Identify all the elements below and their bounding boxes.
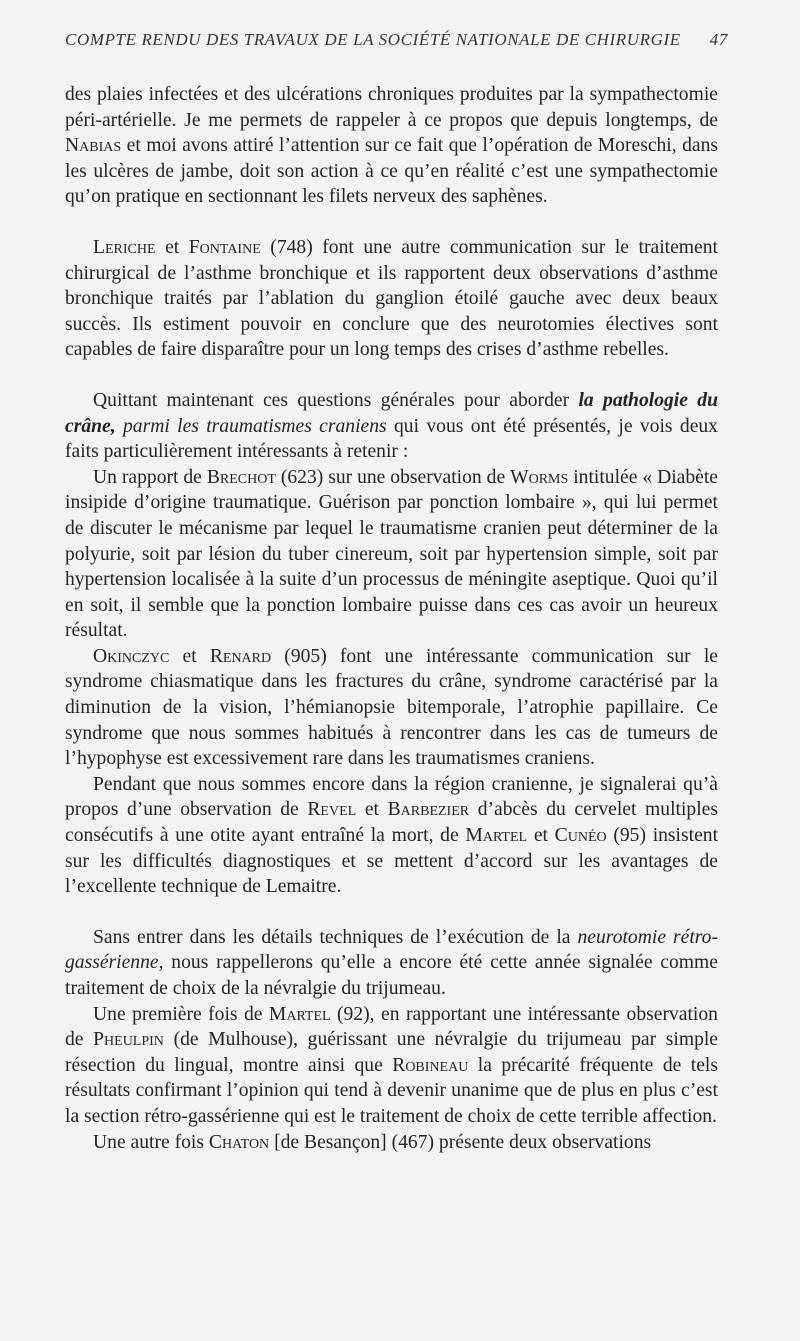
emphasis-bold: la pathologie du crâne, xyxy=(65,389,718,437)
body-text xyxy=(65,82,718,1155)
author-name: Renard xyxy=(209,645,272,667)
paragraph-5: Okinczyc et Renard (905) font une intéressante communication sur le syndrome chiasmatique dans les fractures du crâne, syndrome caractérisé par la diminution de la vision, l’hémianopsie bitemporale, l’atrophie papillaire. Ce syndrome que nous sommes habitués à rencontrer dans les cas de tumeurs de l’hypophyse est excessivement rare dans les traumatismes craniens. xyxy=(65,645,718,770)
author-name: Martel xyxy=(268,1003,331,1025)
paragraph-8: Une première fois de Martel (92), en rapportant une intéressante observation de Pheulpin (de Mulhouse), guérissant une névralgie du trijumeau par simple résection du lingual, montre ainsi que Robineau la précarité fréquente de tels résultats confirmant l’opinion qui tend à devenir unanime que de plus en plus c’est la section rétro-gassérienne qui est le traitement de choix de cette terrible affection. xyxy=(65,1003,719,1127)
author-name: Leriche xyxy=(93,236,156,258)
paragraph-4: Un rapport de Brechot (623) sur une observation de Worms intitulée « Diabète insipide d’origine traumatique. Guérison par ponction lombaire », qui lui permet de discuter le mécanisme par lequel le traumatisme cranien peut déterminer de la polyurie, soit par lésion du tuber cinereum, soit par hypertension simple, soit par hypertension localisée à la suite d’un processus de méningite aseptique. Quoi qu’il en soit, il semble que la ponction lombaire puisse dans ces cas avoir un heureux résultat. xyxy=(65,466,719,642)
author-name: Chaton xyxy=(208,1131,270,1153)
paragraph-7: Sans entrer dans les détails techniques de l’exécution de la neurotomie rétro-gassérienne, nous rappellerons qu’elle a encore été cette année signalée comme traitement de choix de la névralgie du trijumeau. xyxy=(65,926,718,999)
page-number: 47 xyxy=(709,30,728,49)
running-header xyxy=(65,30,728,50)
author-name: Nabias xyxy=(65,135,122,157)
author-name: Martel xyxy=(465,825,528,847)
author-name: Fontaine xyxy=(188,236,261,258)
author-name: Robineau xyxy=(392,1054,469,1076)
paragraph-9: Une autre fois Chaton [de Besançon] (467) présente deux observations xyxy=(93,1131,652,1153)
author-name: Revel xyxy=(307,799,357,821)
paragraph-3: Quittant maintenant ces questions générales pour aborder la pathologie du crâne, parmi les traumatismes craniens qui vous ont été présentés, je vois deux faits particulièrement intéressants à retenir : xyxy=(65,389,718,463)
emphasis-italic: les traumatismes craniens xyxy=(177,415,387,437)
author-name: Brechot xyxy=(206,466,276,488)
paragraph-1: des plaies infectées et des ulcérations chroniques produites par la sympathectomie péri-artérielle. Je me permets de rappeler à ce propos que depuis longtemps, de Nabias et moi avons attiré l’attention sur ce fait que l’opération de Moreschi, dans les ulcères de jambe, doit son action à ce qu’en réalité c’est une sympathectomie qu’on pratique en sectionnant les filets nerveux des saphènes. xyxy=(65,84,719,208)
paragraph-2: Leriche et Fontaine (748) font une autre communication sur le traitement chirurgical de l’asthme bronchique et ils rapportent deux observations d’asthme bronchique traités par l’ablation du ganglion étoilé gauche avec deux beaux succès. Ils estiment pouvoir en conclure que des neurotomies électives sont capables de faire disparaître pour un long temps des crises d’asthme rebelles. xyxy=(65,236,718,361)
emphasis-italic: neurotomie rétro-gassérienne, xyxy=(65,926,718,974)
author-name: Barbezier xyxy=(387,799,470,821)
author-name: Okinczyc xyxy=(93,645,170,667)
running-title: COMPTE RENDU DES TRAVAUX DE LA SOCIÉTÉ NATIONALE DE CHIRURGIE xyxy=(65,30,681,49)
paragraph-6: Pendant que nous sommes encore dans la région cranienne, je signalerai qu’à propos d’une observation de Revel et Barbezier d’abcès du cervelet multiples consécutifs à une otite ayant entraîné la mort, de Martel et Cunéo (95) insistent sur les difficultés diagnostiques et se mettent d’accord sur les avantages de l’excellente technique de Lemaitre. xyxy=(65,773,719,898)
author-name: Worms xyxy=(510,466,569,488)
author-name: Cunéo xyxy=(554,825,607,847)
author-name: Pheulpin xyxy=(93,1029,164,1051)
